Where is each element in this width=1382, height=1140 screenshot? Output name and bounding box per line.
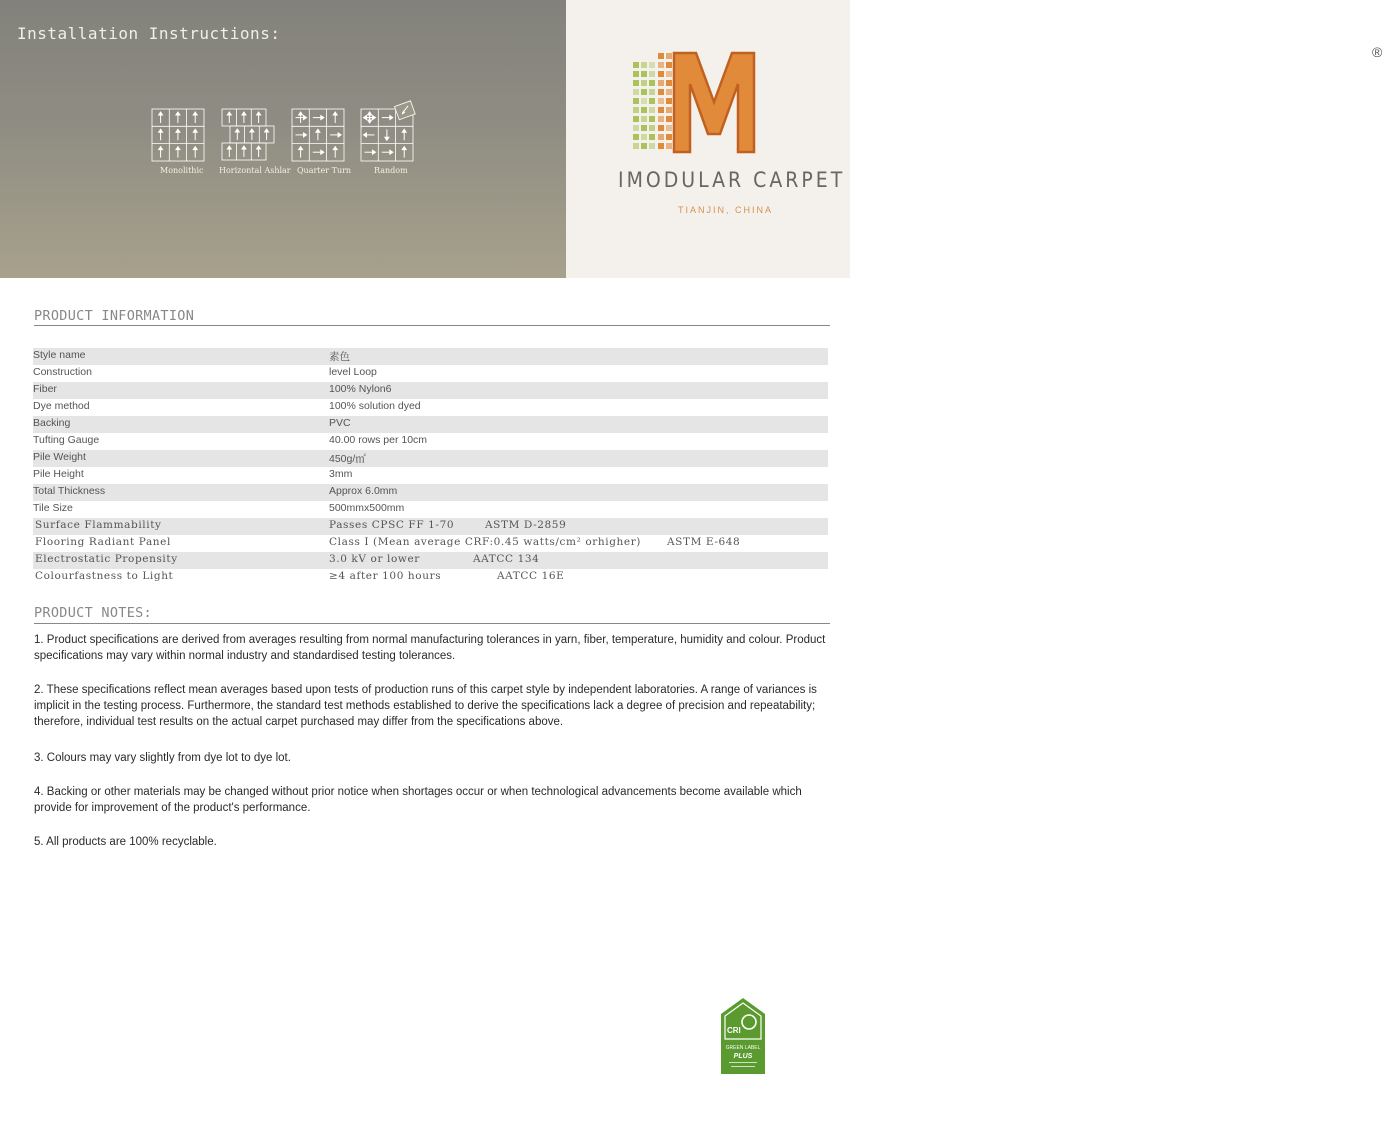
spec-row-construction bbox=[33, 365, 828, 382]
pattern-label-horizontal-ashlar: Horizontal Ashlar bbox=[219, 166, 291, 175]
spec-value: 3.0 kV or lower bbox=[329, 553, 420, 565]
spec-row-tufting-gauge bbox=[33, 433, 828, 450]
spec-value: 40.00 rows per 10cm bbox=[329, 434, 428, 446]
spec-row-pile-height bbox=[33, 467, 828, 484]
spec-label: Construction bbox=[33, 366, 92, 378]
note-item: 5. All products are 100% recyclable. bbox=[34, 836, 217, 848]
spec-row-electrostatic-propensity bbox=[33, 552, 828, 569]
logo-panel bbox=[566, 0, 1382, 278]
spec-label: Electrostatic Propensity bbox=[35, 553, 178, 565]
spec-label: Style name bbox=[33, 349, 86, 361]
spec-label: Tufting Gauge bbox=[33, 434, 100, 446]
spec-label: Pile Weight bbox=[33, 451, 86, 463]
brand-wordmark: IMODULAR CARPET bbox=[618, 168, 846, 192]
spec-value: PVC bbox=[329, 417, 351, 429]
spec-standard: ASTM E-648 bbox=[667, 536, 741, 548]
note-item: 1. Product specifications are derived from averages resulting from normal manufacturing tolerances in yarn, fiber, temperature, humidity and colour. Product specifications may vary within normal industry and standardised testing tolerances. bbox=[34, 634, 826, 662]
spec-value: ≥4 after 100 hours bbox=[329, 570, 442, 582]
spec-value: Approx 6.0mm bbox=[329, 485, 398, 497]
random-pattern-icon bbox=[360, 108, 430, 162]
spec-value: 100% Nylon6 bbox=[329, 383, 392, 395]
note-item: 2. These specifications reflect mean averages based upon tests of production runs of this carpet style by independent laboratories. A range of variances is implicit in the testing process. Furthermore, the standard test methods established to derive the specifications lack a degree of precision and repeatability; therefore, individual test results on the actual carpet purchased may differ from the specifications above. bbox=[34, 684, 817, 728]
spec-value: Class I (Mean average CRF:0.45 watts/cm² orhigher) bbox=[329, 536, 642, 548]
registered-mark: ® bbox=[1372, 44, 1382, 60]
product-notes-title: PRODUCT NOTES: bbox=[34, 605, 152, 621]
monolithic-pattern-icon bbox=[151, 108, 221, 162]
header-banner bbox=[0, 0, 1382, 278]
imodular-logo-icon bbox=[630, 50, 790, 162]
installation-panel bbox=[0, 0, 566, 278]
spec-row-colourfastness bbox=[33, 569, 828, 586]
spec-standard: ASTM D-2859 bbox=[485, 519, 567, 531]
product-notes-list bbox=[34, 632, 840, 868]
spec-label: Dye method bbox=[33, 400, 90, 412]
note-item: 4. Backing or other materials may be changed without prior notice when shortages occur or when technological advancements become available which provide for improvement of the product's performance. bbox=[34, 786, 802, 814]
note-item: 3. Colours may vary slightly from dye lot to dye lot. bbox=[34, 752, 291, 764]
product-information-rule bbox=[34, 325, 830, 326]
spec-label: Pile Height bbox=[33, 468, 84, 480]
cri-green-label-plus-badge bbox=[719, 996, 767, 1076]
cri-text: CRI bbox=[727, 1026, 741, 1035]
spec-value: 450g/㎡ bbox=[329, 453, 366, 465]
spec-row-total-thickness bbox=[33, 484, 828, 501]
pattern-label-monolithic: Monolithic bbox=[160, 166, 204, 175]
spec-label: Tile Size bbox=[33, 502, 73, 514]
plus-text: PLUS bbox=[733, 1053, 753, 1060]
brand-location: TIANJIN, CHINA bbox=[678, 205, 774, 215]
spec-row-surface-flammability bbox=[33, 518, 828, 535]
spec-label: Fiber bbox=[33, 383, 57, 395]
spec-value: 3mm bbox=[329, 468, 353, 480]
spec-row-tile-size bbox=[33, 501, 828, 518]
green-label-text: GREEN LABEL bbox=[725, 1045, 761, 1051]
spec-value: 素色 bbox=[329, 351, 350, 363]
spec-label: Colourfastness to Light bbox=[35, 570, 174, 582]
horizontal-ashlar-pattern-icon bbox=[221, 108, 291, 162]
spec-row-style-name bbox=[33, 348, 828, 365]
quarter-turn-pattern-icon bbox=[291, 108, 361, 162]
spec-label: Total Thickness bbox=[33, 485, 106, 497]
installation-title: Installation Instructions: bbox=[17, 24, 281, 43]
spec-standard: AATCC 16E bbox=[497, 570, 565, 582]
spec-value: 100% solution dyed bbox=[329, 400, 421, 412]
spec-label: Backing bbox=[33, 417, 71, 429]
pattern-label-quarter-turn: Quarter Turn bbox=[297, 166, 352, 175]
spec-row-dye-method bbox=[33, 399, 828, 416]
product-notes-rule bbox=[34, 623, 830, 624]
spec-label: Surface Flammability bbox=[35, 519, 162, 531]
spec-value: level Loop bbox=[329, 366, 377, 378]
pattern-label-random: Random bbox=[374, 166, 408, 175]
spec-row-pile-weight bbox=[33, 450, 828, 467]
spec-row-backing bbox=[33, 416, 828, 433]
spec-standard: AATCC 134 bbox=[473, 553, 540, 565]
spec-row-fiber bbox=[33, 382, 828, 399]
spec-label: Flooring Radiant Panel bbox=[35, 536, 171, 548]
spec-row-flooring-radiant-panel bbox=[33, 535, 828, 552]
product-information-title: PRODUCT INFORMATION bbox=[34, 308, 195, 324]
spec-value: 500mmx500mm bbox=[329, 502, 405, 514]
spec-value: Passes CPSC FF 1-70 bbox=[329, 519, 455, 531]
specification-table bbox=[33, 348, 828, 586]
